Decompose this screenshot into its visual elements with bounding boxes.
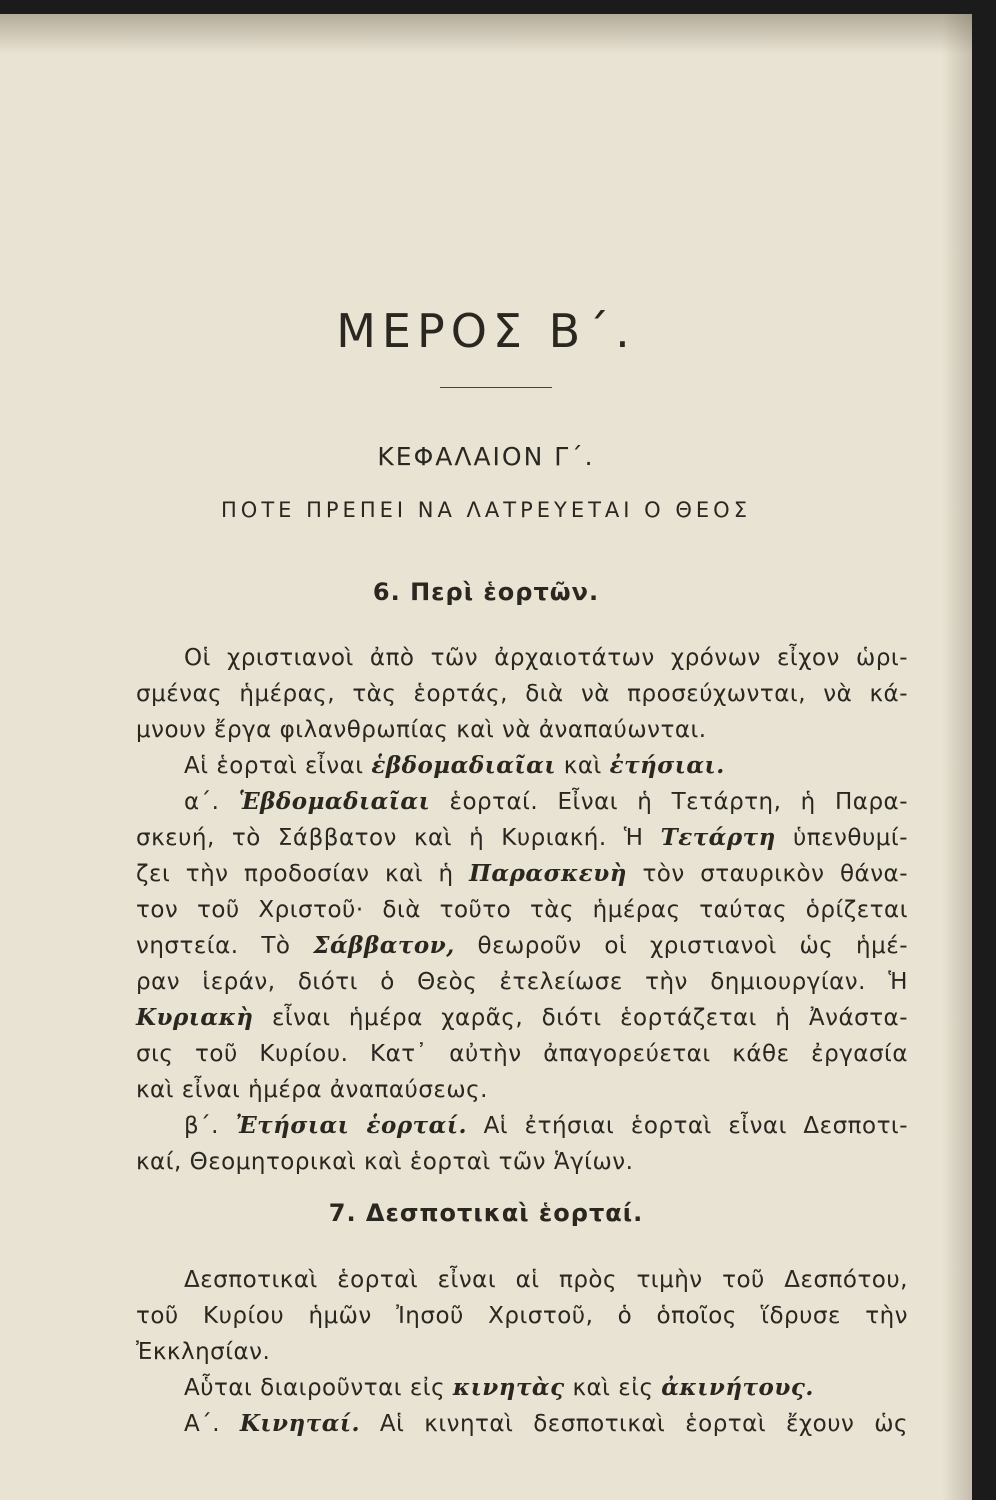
emphasis: Τετάρτη (660, 824, 776, 851)
text-line: Ἐκκλησίαν. (136, 1339, 271, 1365)
emphasis: Κυριακὴ (136, 1004, 254, 1031)
text-line: τον τοῦ Χριστοῦ· διὰ τοῦτο τὰς ἡμέρας ταύτας ὁρίζεται (136, 897, 908, 923)
text-line: Δεσποτικαὶ ἑορταὶ εἶναι αἱ πρὸς τιμὴν τοῦ Δεσπότου, (184, 1267, 908, 1293)
emphasis: ἀκινήτους. (661, 1374, 814, 1401)
emphasis: Σάββατον, (313, 932, 455, 959)
title-divider (440, 387, 552, 388)
text-line: τοῦ Κυρίου ἡμῶν Ἰησοῦ Χριστοῦ, ὁ ὁποῖος ἵδρυσε τὴν (136, 1303, 908, 1329)
text-line: σμένας ἡμέρας, τὰς ἑορτάς, διὰ νὰ προσεύχωνται, νὰ κά- (136, 681, 908, 707)
text-line: καὶ εἶναι ἡμέρα ἀναπαύσεως. (136, 1077, 488, 1103)
chapter-title: ΠΟΤΕ ΠΡΕΠΕΙ ΝΑ ΛΑΤΡΕΥΕΤΑΙ Ο ΘΕΟΣ (221, 498, 751, 522)
text-line: α΄. Ἑβδομαδιαῖαι ἑορταί. Εἶναι ἡ Τετάρτη, ἡ Παρα- (184, 788, 909, 815)
part-title: ΜΕΡΟΣ Β΄. (336, 304, 636, 358)
text-line: σις τοῦ Κυρίου. Κατ᾽ αὐτὴν ἀπαγορεύεται κάθε ἐργασία (136, 1041, 908, 1067)
page-edge-shadow (942, 14, 972, 1500)
section-6-body (136, 640, 908, 1180)
text-line: ζει τὴν προδοσίαν καὶ ἡ Παρασκευὴ τὸν σταυρικὸν θάνα- (136, 860, 909, 887)
text-line: Αὗται διαιροῦνται εἰς κινητὰς καὶ εἰς ἀκινήτους. (184, 1374, 814, 1401)
book-page (0, 14, 972, 1500)
text-line: ραν ἱεράν, διότι ὁ Θεὸς ἐτελείωσε τὴν δημιουργίαν. Ἡ (136, 969, 908, 995)
emphasis: Ἐτήσιαι ἑορταί. (235, 1112, 467, 1139)
text-line: Αἱ ἑορταὶ εἶναι ἑβδομαδιαῖαι καὶ ἐτήσιαι. (184, 752, 725, 779)
emphasis: Κινηταί. (239, 1410, 361, 1437)
emphasis: κινητὰς (452, 1374, 565, 1401)
emphasis: Παρασκευὴ (469, 860, 627, 887)
emphasis: ἑβδομαδιαῖαι (371, 752, 556, 779)
section-6-heading: 6. Περὶ ἑορτῶν. (372, 578, 600, 606)
text-line: Α΄. Κινηταί. Αἱ κινηταὶ δεσποτικαὶ ἑορταὶ ἔχουν ὡς (184, 1410, 909, 1437)
text-line: νηστεία. Τὸ Σάββατον, θεωροῦν οἱ χριστιανοὶ ὡς ἡμέ- (136, 932, 908, 959)
emphasis: Ἑβδομαδιαῖαι (238, 788, 431, 815)
emphasis: ἐτήσιαι. (609, 752, 725, 779)
text-line: μνουν ἔργα φιλανθρωπίας καὶ νὰ ἀναπαύωνται. (136, 717, 707, 743)
text-line: Κυριακὴ εἶναι ἡμέρα χαρᾶς, διότι ἑορτάζεται ἡ Ἀνάστα- (136, 1004, 908, 1031)
text-line: β΄. Ἐτήσιαι ἑορταί. Αἱ ἐτήσιαι ἑορταὶ εἶναι Δεσποτι- (184, 1112, 909, 1139)
section-7-body (136, 1262, 908, 1442)
text-line: σκευή, τὸ Σάββατον καὶ ἡ Κυριακή. Ἡ Τετάρτη ὑπενθυμί- (136, 824, 908, 851)
page-top-shadow (0, 14, 972, 54)
chapter-number: ΚΕΦΑΛΑΙΟΝ Γ΄. (377, 442, 595, 471)
section-7-heading: 7. Δεσποτικαὶ ἑορταί. (328, 1199, 644, 1227)
text-line: καί, Θεομητορικαὶ καὶ ἑορταὶ τῶν Ἁγίων. (136, 1149, 634, 1175)
text-line: Οἱ χριστιανοὶ ἀπὸ τῶν ἀρχαιοτάτων χρόνων εἶχον ὡρι- (184, 645, 908, 671)
